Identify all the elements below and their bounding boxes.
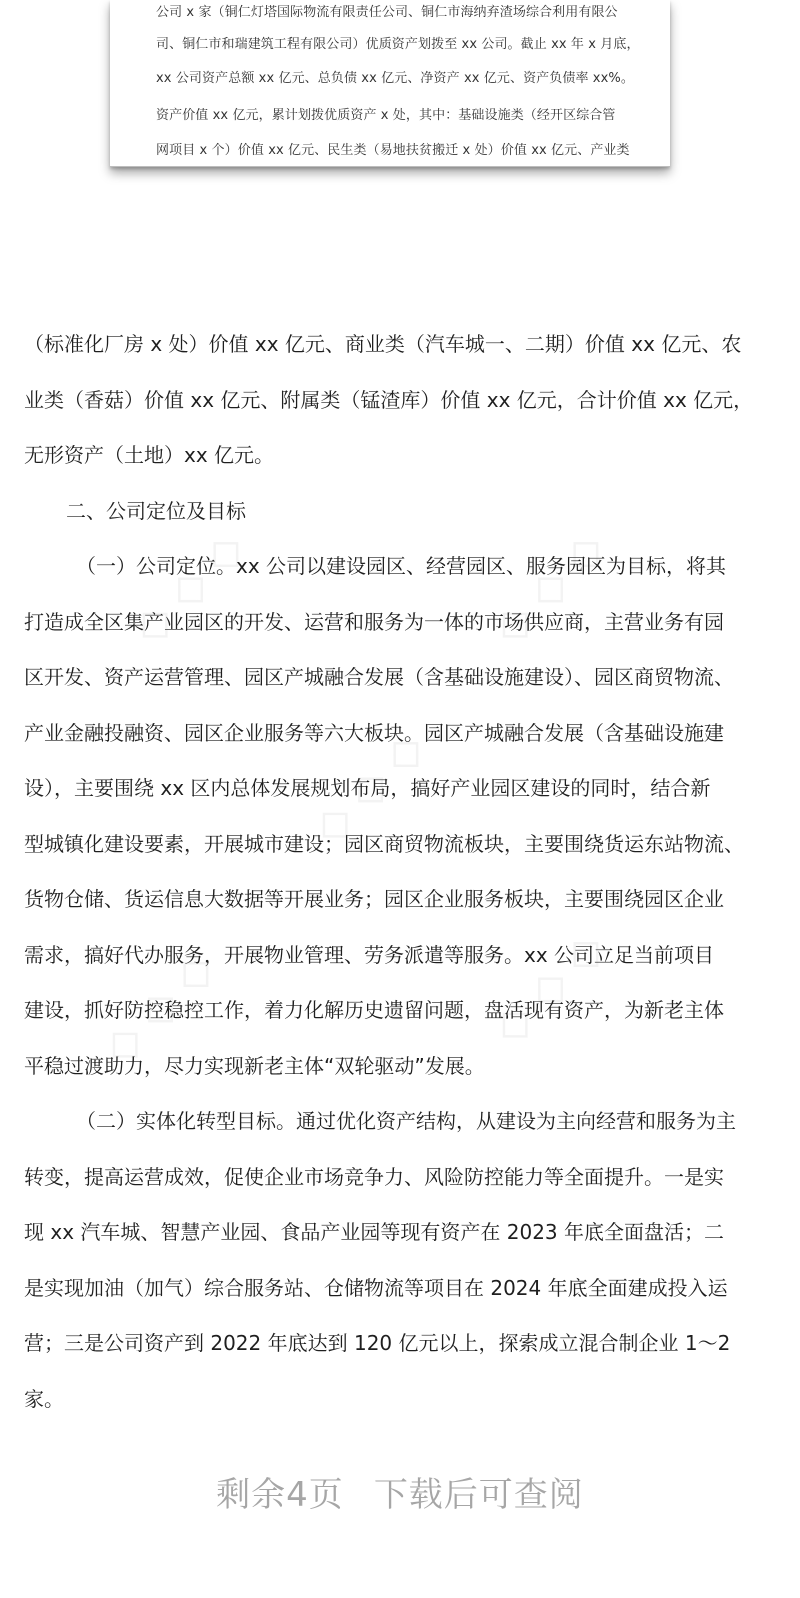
paragraph-line: 是实现加油（加气）综合服务站、仓储物流等项目在 2024 年底全面建成投入运 [24,1275,728,1300]
preview-line: 司、铜仁市和瑞建筑工程有限公司）优质资产划拨至 xx 公司。截止 xx 年 x 月底， [156,37,640,52]
paragraph-line: 区开发、资产运营管理、园区产城融合发展（含基础设施建设）、园区商贸物流、 [24,665,734,689]
preview-line: 网项目 x 个）价值 xx 亿元、民生类（易地扶贫搬迁 x 处）价值 xx 亿元、产业类 [156,143,630,158]
paragraph-line: （标准化厂房 x 处）价值 xx 亿元、商业类（汽车城一、二期）价值 xx 亿元、农 [24,332,742,356]
paragraph-line: 设），主要围绕 xx 区内总体发展规划布局，搞好产业园区建设的同时，结合新 [24,776,711,800]
paragraph-line: 型城镇化建设要素，开展城市建设；园区商贸物流板块，主要围绕货运东站物流、 [24,831,744,856]
preview-line: 资产价值 xx 亿元，累计划拨优质资产 x 处，其中：基础设施类（经开区综合管 [156,108,616,123]
paragraph-line: 打造成全区集产业园区的开发、运营和服务为一体的市场供应商，主营业务有园 [24,609,724,634]
paragraph-line: 建设，抓好防控稳控工作，着力化解历史遗留问题，盘活现有资产，为新老主体 [24,998,724,1022]
paragraph-line: 平稳过渡助力，尽力实现新老主体“双轮驱动”发展。 [24,1053,485,1078]
remaining-pages-label: 剩余4页 [216,1475,344,1515]
paragraph-line: 营；三是公司资产到 2022 年底达到 120 亿元以上，探索成立混合制企业 1～2 [24,1331,731,1355]
section-heading: 二、公司定位及目标 [66,498,246,523]
preview-line: xx 公司资产总额 xx 亿元、总负债 xx 亿元、净资产 xx 亿元、资产负债率 xx%。 [156,71,634,86]
watermark-mark: ◇ ◇ ◇ [300,720,435,854]
watermark-mark: ◇ ◇ ◇ [90,940,225,1074]
paragraph-line: 家。 [24,1386,64,1411]
download-action-label[interactable]: 下载后可查阅 [373,1475,584,1515]
watermark-mark: ◇ ◇ ◇ [480,520,615,654]
paragraph-line: 转变，提高运营成效，促使企业市场竞争力、风险防控能力等全面提升。一是实 [24,1164,724,1189]
watermark-mark: ◇ ◇ ◇ [480,920,615,1054]
paragraph-line: 现 xx 汽车城、智慧产业园、食品产业园等现有资产在 2023 年底全面盘活；二 [24,1220,724,1244]
paragraph-line: 业类（香菇）价值 xx 亿元、附属类（锰渣库）价值 xx 亿元，合计价值 xx 亿元， [24,387,754,412]
paragraph-line: （二）实体化转型目标。通过优化资产结构，从建设为主向经营和服务为主 [76,1109,736,1133]
paragraph-line: （一）公司定位。xx 公司以建设园区、经营园区、服务园区为目标，将其 [76,554,727,578]
paragraph-line: 产业金融投融资、园区企业服务等六大板块。园区产城融合发展（含基础设施建 [24,720,724,745]
watermark-mark: ◇ ◇ ◇ [120,520,255,654]
paragraph-line: 需求，搞好代办服务，开展物业管理、劳务派遣等服务。xx 公司立足当前项目 [24,942,715,967]
document-body [24,317,776,1427]
preview-line: 公司 x 家（铜仁灯塔国际物流有限责任公司、铜仁市海纳弃渣场综合利用有限公 [156,5,618,20]
preview-page-card [110,0,670,167]
paragraph-line: 无形资产（土地）xx 亿元。 [24,443,275,467]
paragraph-line: 货物仓储、货运信息大数据等开展业务；园区企业服务板块，主要围绕园区企业 [24,887,724,911]
download-to-view-prompt[interactable] [0,1467,800,1516]
